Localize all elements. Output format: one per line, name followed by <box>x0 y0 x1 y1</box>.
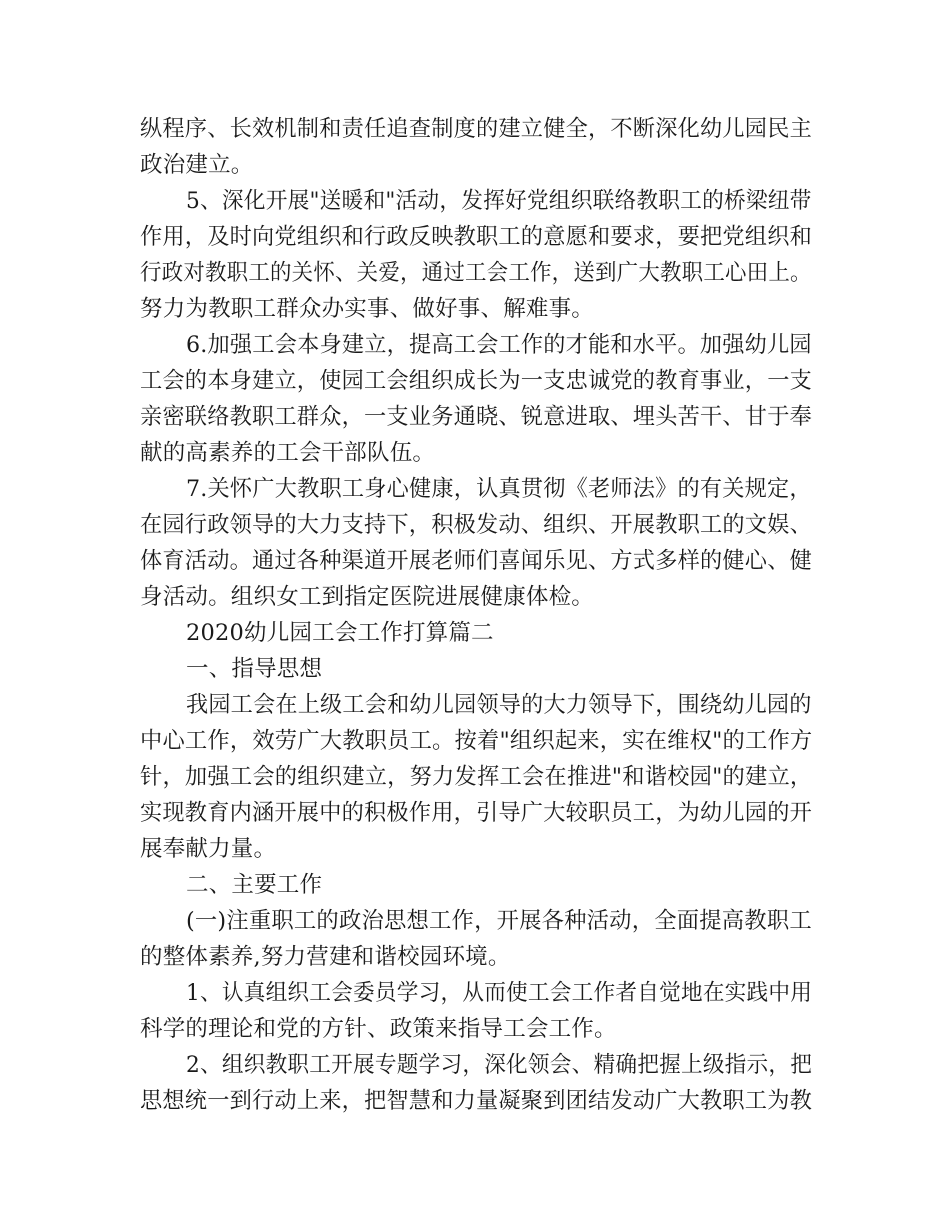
section-heading: 二、主要工作 <box>186 872 323 898</box>
text-line: 在园行政领导的大力支持下，积极发动、组织、开展教职工的文娱、 <box>140 512 813 538</box>
section-heading: 一、指导思想 <box>186 656 323 682</box>
text-line: 7.关怀广大教职工身心健康，认真贯彻《老师法》的有关规定， <box>186 476 812 502</box>
text-line: 实现教育内涵开展中的积极作用，引导广大较职员工，为幼儿园的开 <box>140 800 813 826</box>
text-line: 努力为教职工群众办实事、做好事、解难事。 <box>140 296 595 322</box>
text-line: 的整体素养,努力营建和谐校园环境。 <box>140 944 511 970</box>
text-line: 2、组织教职工开展专题学习，深化领会、精确把握上级指示，把 <box>186 1052 813 1078</box>
text-line: 工会的本身建立，使园工会组织成长为一支忠诚党的教育事业，一支 <box>140 368 813 394</box>
text-line: 作用，及时向党组织和行政反映教职工的意愿和要求，要把党组织和 <box>140 224 813 250</box>
text-line: 思想统一到行动上来，把智慧和力量凝聚到团结发动广大教职工为教 <box>140 1088 813 1114</box>
text-line: 纵程序、长效机制和责任追查制度的建立健全，不断深化幼儿园民主 <box>140 116 813 142</box>
text-line: 政治建立。 <box>140 152 254 178</box>
text-line: 5、深化开展"送暖和"活动，发挥好党组织联络教职工的桥梁纽带 <box>186 188 812 214</box>
text-line: 中心工作，效劳广大教职员工。按着"组织起来，实在维权"的工作方 <box>140 728 813 754</box>
text-line: 1、认真组织工会委员学习，从而使工会工作者自觉地在实践中用 <box>186 980 813 1006</box>
text-line: 我园工会在上级工会和幼儿园领导的大力领导下，围绕幼儿园的 <box>186 692 812 718</box>
section-title: 2020幼儿园工会工作打算篇二 <box>186 620 494 646</box>
text-line: 行政对教职工的关怀、关爱，通过工会工作，送到广大教职工心田上。 <box>140 260 812 286</box>
text-line: 针，加强工会的组织建立，努力发挥工会在推进"和谐校园"的建立， <box>140 764 813 790</box>
text-line: 展奉献力量。 <box>140 836 277 862</box>
text-line: 6.加强工会本身建立，提高工会工作的才能和水平。加强幼儿园 <box>186 332 812 358</box>
text-line: 亲密联络教职工群众，一支业务通晓、锐意进取、埋头苦干、甘于奉 <box>140 404 813 430</box>
text-line: 体育活动。通过各种渠道开展老师们喜闻乐见、方式多样的健心、健 <box>140 548 813 574</box>
text-line: 科学的理论和党的方针、政策来指导工会工作。 <box>140 1016 617 1042</box>
text-line: (一)注重职工的政治思想工作，开展各种活动，全面提高教职工 <box>186 908 812 934</box>
text-line: 献的高素养的工会干部队伍。 <box>140 440 436 466</box>
text-line: 身活动。组织女工到指定医院进展健康体检。 <box>140 584 595 610</box>
